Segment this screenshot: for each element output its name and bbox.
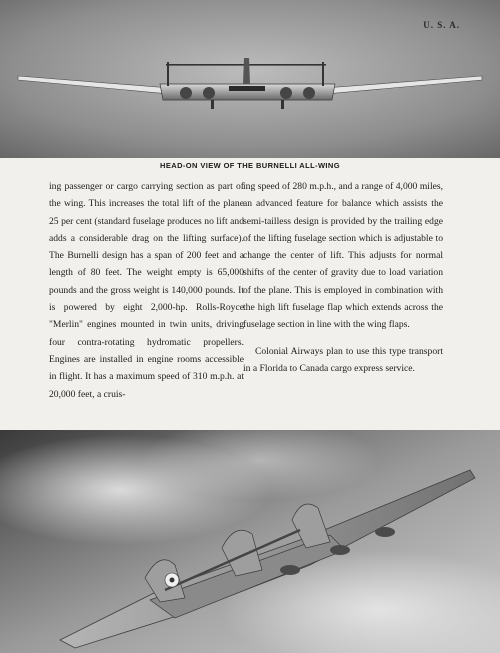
article-right-column: [243, 178, 443, 377]
article-left-column: [49, 178, 244, 403]
article-paragraph: ing passenger or cargo carrying section as part of the wing. This increases the total lift of the plane 25 per cent (standard fuselage produces no lift and adds a considerable drag on the lifting surface). The Burnelli design has a span of 200 feet and a length of 80 feet. The weight empty is 65,000 pounds and the gross weight is 140,000 pounds. It is powered by eight 2,000-hp. Rolls-Royce "Merlin" engines mounted in twin units, driving four contra-rotating hydromatic propellers. Engines are installed in engine rooms accessible in flight. It has a maximum speed of 310 m.p.h. at 20,000 feet, a cruis-: [49, 181, 244, 400]
in-flight-photo: [0, 430, 500, 653]
article-paragraph: Colonial Airways plan to use this type transport in a Florida to Canada cargo express service.: [243, 345, 443, 374]
in-flight-aircraft-illustration: [0, 430, 500, 653]
article-paragraph: ing speed of 280 m.p.h., and a range of 4,000 miles, an advanced feature for balance which assists the semi-tailless design is provided by the trailing edge of the lifting fuselage section which is adjustable to change the center of lift. This adjusts for normal shifts of the center of gravity due to load variation of the plane. This is employed in combination with the high lift fuselage flap which extends across the fuselage section in line with the wing flaps.: [243, 181, 443, 331]
page-label: U. S. A.: [423, 20, 460, 30]
photo-caption: HEAD-ON VIEW OF THE BURNELLI ALL-WING: [160, 161, 340, 170]
